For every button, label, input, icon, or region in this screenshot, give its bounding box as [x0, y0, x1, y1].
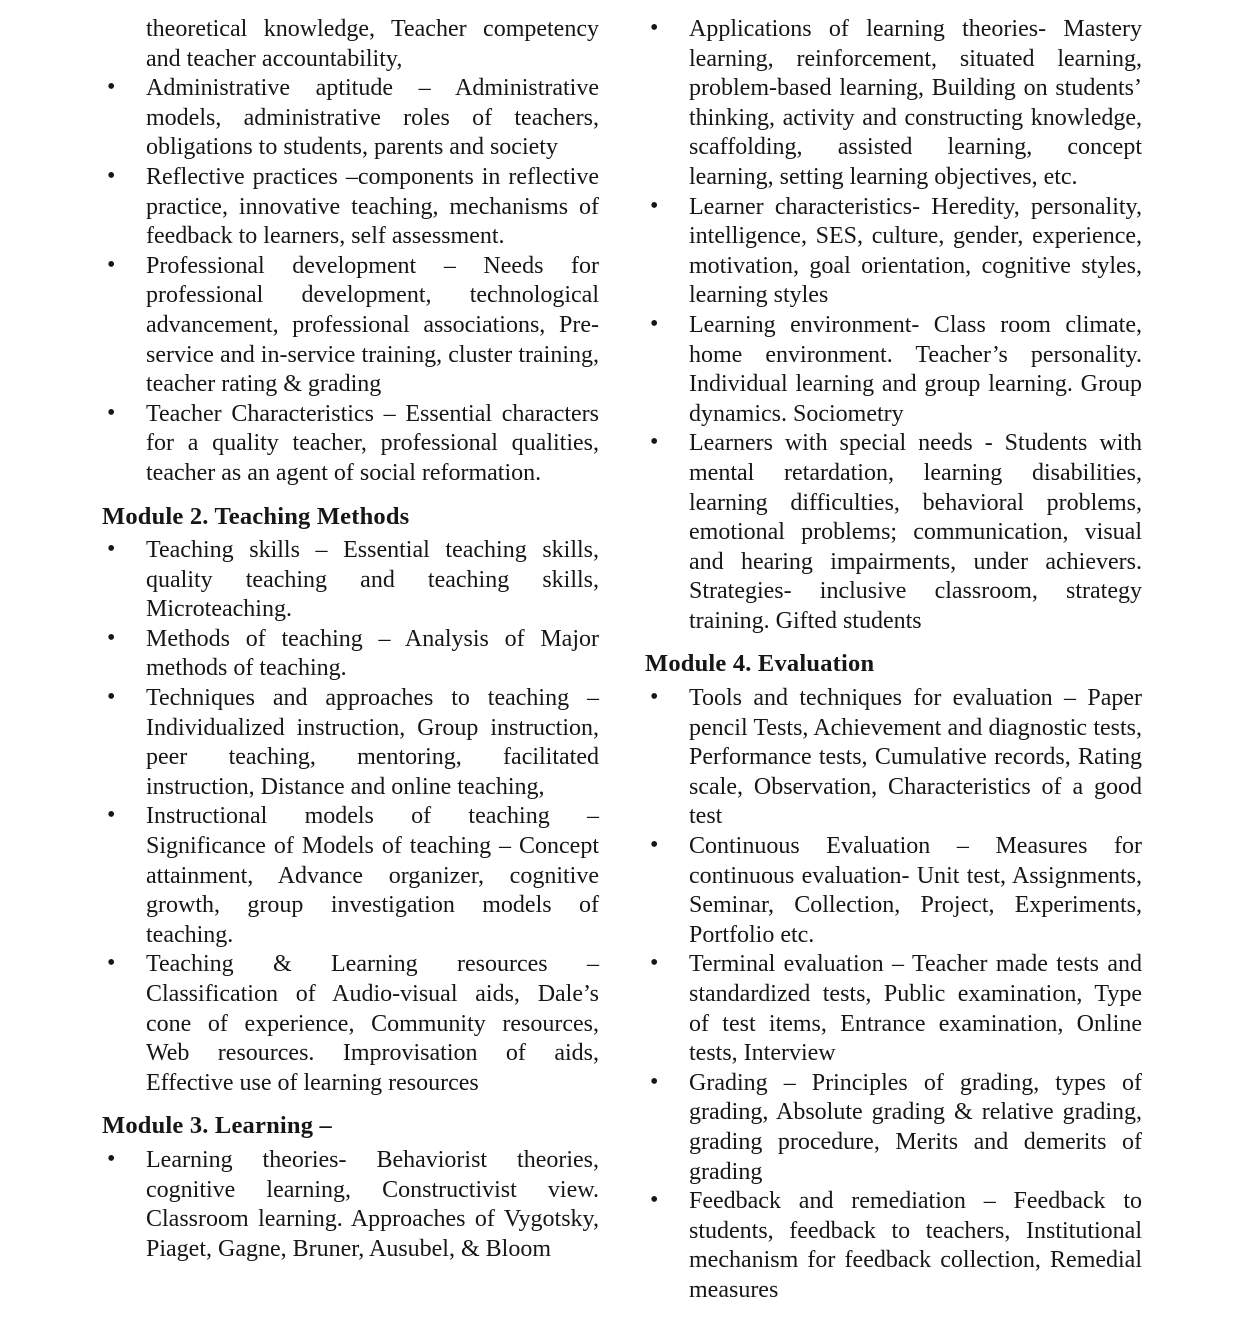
item-text: Teacher Characteristics – Essential characters for a quality teacher, professional qualities, teacher as an agent of social reformation. — [146, 400, 599, 486]
list-item — [102, 1146, 599, 1264]
list-item — [102, 625, 599, 684]
item-text: Terminal evaluation – Teacher made tests and standardized tests, Public examination, Type of test items, Entrance examination, Online tests, Interview — [689, 951, 1142, 1067]
item-text: Techniques and approaches to teaching – Individualized instruction, Group instruction, peer teaching, mentoring, facilitated instruction, Distance and online teaching, — [146, 685, 599, 800]
item-text: Applications of learning theories- Mastery learning, reinforcement, situated learning, problem-based learning, Building on students’ thinking, activity and constructing knowledge, scaffolding, assisted learning, concept learning, setting learning objectives, etc. — [689, 16, 1142, 190]
item-text: Reflective practices –components in reflective practice, innovative teaching, mechanisms of feedback to learners, self assessment. — [146, 163, 599, 250]
bullet-icon: • — [650, 1187, 659, 1214]
item-text: theoretical knowledge, Teacher competency and teacher accountability, — [146, 16, 599, 72]
list-item — [645, 950, 1142, 1068]
item-text: Professional development – Needs for professional development, technological advancement, professional associations, Pre-service and in-service training, cluster training, teacher rating & grading — [146, 252, 599, 398]
bullet-icon: • — [650, 192, 659, 219]
list-item — [645, 1187, 1142, 1305]
list-item — [645, 1069, 1142, 1187]
item-text: Learning environment- Class room climate, home environment. Teacher’s personality. Individual learning and group learning. Group dynamics. Sociometry — [689, 311, 1142, 427]
item-text: Continuous Evaluation – Measures for continuous evaluation- Unit test, Assignments, Seminar, Collection, Project, Experiments, Portfolio etc. — [689, 833, 1142, 948]
item-text: Teaching skills – Essential teaching skills, quality teaching and teaching skills, Microteaching. — [146, 537, 599, 623]
bullet-icon: • — [650, 429, 659, 456]
bullet-icon: • — [107, 251, 116, 278]
bullet-icon: • — [107, 536, 116, 563]
bullet-icon: • — [107, 162, 116, 189]
two-column-layout — [102, 15, 1150, 1306]
item-text: Tools and techniques for evaluation – Paper pencil Tests, Achievement and diagnostic tests, Performance tests, Cumulative records, Rating scale, Observation, Characteristics of a good test — [689, 685, 1142, 830]
list-item — [645, 832, 1142, 950]
list-item — [102, 950, 599, 1098]
right-column — [645, 15, 1142, 1306]
item-text: Methods of teaching – Analysis of Major methods of teaching. — [146, 625, 599, 682]
bullet-icon: • — [107, 684, 116, 711]
list-item — [645, 193, 1142, 311]
bullet-icon: • — [650, 950, 659, 977]
list-item — [102, 802, 599, 950]
module-heading: Module 2. Teaching Methods — [102, 502, 410, 530]
bullet-icon: • — [107, 399, 116, 426]
continuation-paragraph — [102, 15, 599, 74]
item-text: Administrative aptitude – Administrative models, administrative roles of teachers, obligations to students, parents and society — [146, 75, 599, 161]
list-item — [102, 74, 599, 163]
bullet-icon: • — [107, 624, 116, 651]
list-item — [645, 15, 1142, 193]
item-text: Learning theories- Behaviorist theories, cognitive learning, Constructivist view. Classroom learning. Approaches of Vygotsky, Piaget, Gagne, Bruner, Ausubel, & Bloom — [146, 1146, 599, 1262]
list-item — [645, 311, 1142, 429]
list-item — [102, 684, 599, 802]
list-item — [645, 429, 1142, 636]
list-item — [645, 684, 1142, 832]
bullet-icon: • — [650, 684, 659, 711]
module-heading: Module 4. Evaluation — [645, 650, 875, 678]
list-item — [102, 400, 599, 489]
list-item — [102, 536, 599, 625]
left-column — [102, 15, 599, 1264]
bullet-icon: • — [107, 1145, 116, 1172]
item-text: Learner characteristics- Heredity, personality, intelligence, SES, culture, gender, experience, motivation, goal orientation, cognitive styles, learning styles — [689, 193, 1142, 309]
bullet-icon: • — [107, 950, 116, 977]
bullet-icon: • — [107, 74, 116, 101]
item-text: Learners with special needs - Students with mental retardation, learning disabilities, learning difficulties, behavioral problems, emotional problems; communication, visual and hearing impairments, under achievers. Strategies- inclusive classroom, strategy training. Gifted students — [689, 430, 1142, 634]
item-text: Feedback and remediation – Feedback to students, feedback to teachers, Institutional mechanism for feedback collection, Remedial measures — [689, 1188, 1142, 1303]
bullet-icon: • — [650, 832, 659, 859]
item-text: Grading – Principles of grading, types of grading, Absolute grading & relative grading, grading procedure, Merits and demerits of grading — [689, 1069, 1142, 1185]
bullet-icon: • — [107, 802, 116, 829]
bullet-icon: • — [650, 15, 659, 41]
bullet-icon: • — [650, 310, 659, 337]
bullet-icon: • — [650, 1068, 659, 1095]
list-item — [102, 163, 599, 252]
list-item — [102, 252, 599, 400]
item-text: Teaching & Learning resources – Classification of Audio-visual aids, Dale’s cone of experience, Community resources, Web resources. Improvisation of aids, Effective use of learning resources — [146, 951, 599, 1096]
item-text: Instructional models of teaching – Significance of Models of teaching – Concept attainment, Advance organizer, cognitive growth, group investigation models of teaching. — [146, 803, 599, 948]
module-heading: Module 3. Learning – — [102, 1112, 332, 1140]
